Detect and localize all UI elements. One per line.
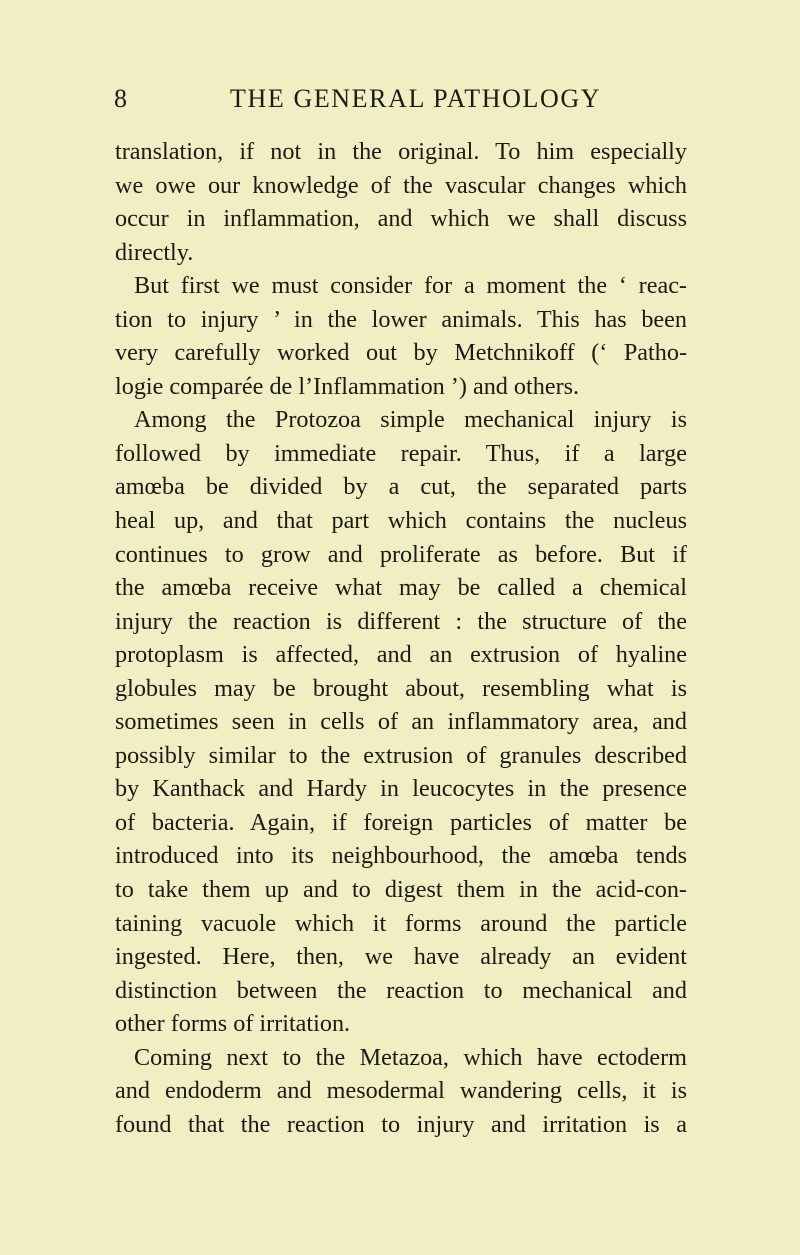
text-line: globules may be brought about, resembling what is <box>115 674 687 702</box>
text-line: taining vacuole which it forms around the particle <box>115 909 687 937</box>
page-header <box>0 84 800 124</box>
text-line: directly. <box>115 238 194 266</box>
text-line: injury the reaction is different : the structure of the <box>115 607 687 635</box>
text-line: and endoderm and mesodermal wandering cells, it is <box>115 1077 687 1105</box>
text-line: But first we must consider for a moment the ‘ reac- <box>134 272 687 300</box>
text-line: introduced into its neighbourhood, the amœba tends <box>115 842 687 870</box>
text-line: followed by immediate repair. Thus, if a large <box>115 439 687 467</box>
text-line: the amœba receive what may be called a chemical <box>115 574 687 602</box>
text-line: found that the reaction to injury and irritation is a <box>115 1110 687 1138</box>
text-line: heal up, and that part which contains the nucleus <box>115 507 687 535</box>
text-line: to take them up and to digest them in the acid-con- <box>115 876 687 904</box>
page-number: 8 <box>114 84 128 113</box>
text-line: protoplasm is affected, and an extrusion of hyaline <box>115 641 687 669</box>
text-line: logie comparée de l’Inflammation ’) and others. <box>115 372 580 400</box>
body-text <box>115 135 687 1141</box>
text-line: sometimes seen in cells of an inflammatory area, and <box>115 708 687 736</box>
text-line: translation, if not in the original. To him especially <box>115 138 687 165</box>
text-line: Among the Protozoa simple mechanical injury is <box>134 406 687 434</box>
text-line: amœba be divided by a cut, the separated parts <box>115 473 687 501</box>
text-line: occur in inflammation, and which we shall discuss <box>115 205 687 233</box>
text-line: tion to injury ’ in the lower animals. This has been <box>115 305 687 333</box>
text-line: distinction between the reaction to mechanical and <box>115 976 687 1004</box>
text-line: possibly similar to the extrusion of granules described <box>115 741 687 769</box>
text-line: other forms of irritation. <box>115 1010 351 1038</box>
text-line: ingested. Here, then, we have already an evident <box>115 943 687 971</box>
text-line: very carefully worked out by Metchnikoff (‘ Patho- <box>115 339 687 367</box>
text-line: we owe our knowledge of the vascular changes which <box>115 171 687 199</box>
text-line: Coming next to the Metazoa, which have ectoderm <box>134 1043 687 1071</box>
text-line: by Kanthack and Hardy in leucocytes in the presence <box>115 775 687 803</box>
text-line: continues to grow and proliferate as before. But if <box>115 540 687 568</box>
text-line: of bacteria. Again, if foreign particles of matter be <box>115 808 687 836</box>
running-head: THE GENERAL PATHOLOGY <box>230 84 602 113</box>
